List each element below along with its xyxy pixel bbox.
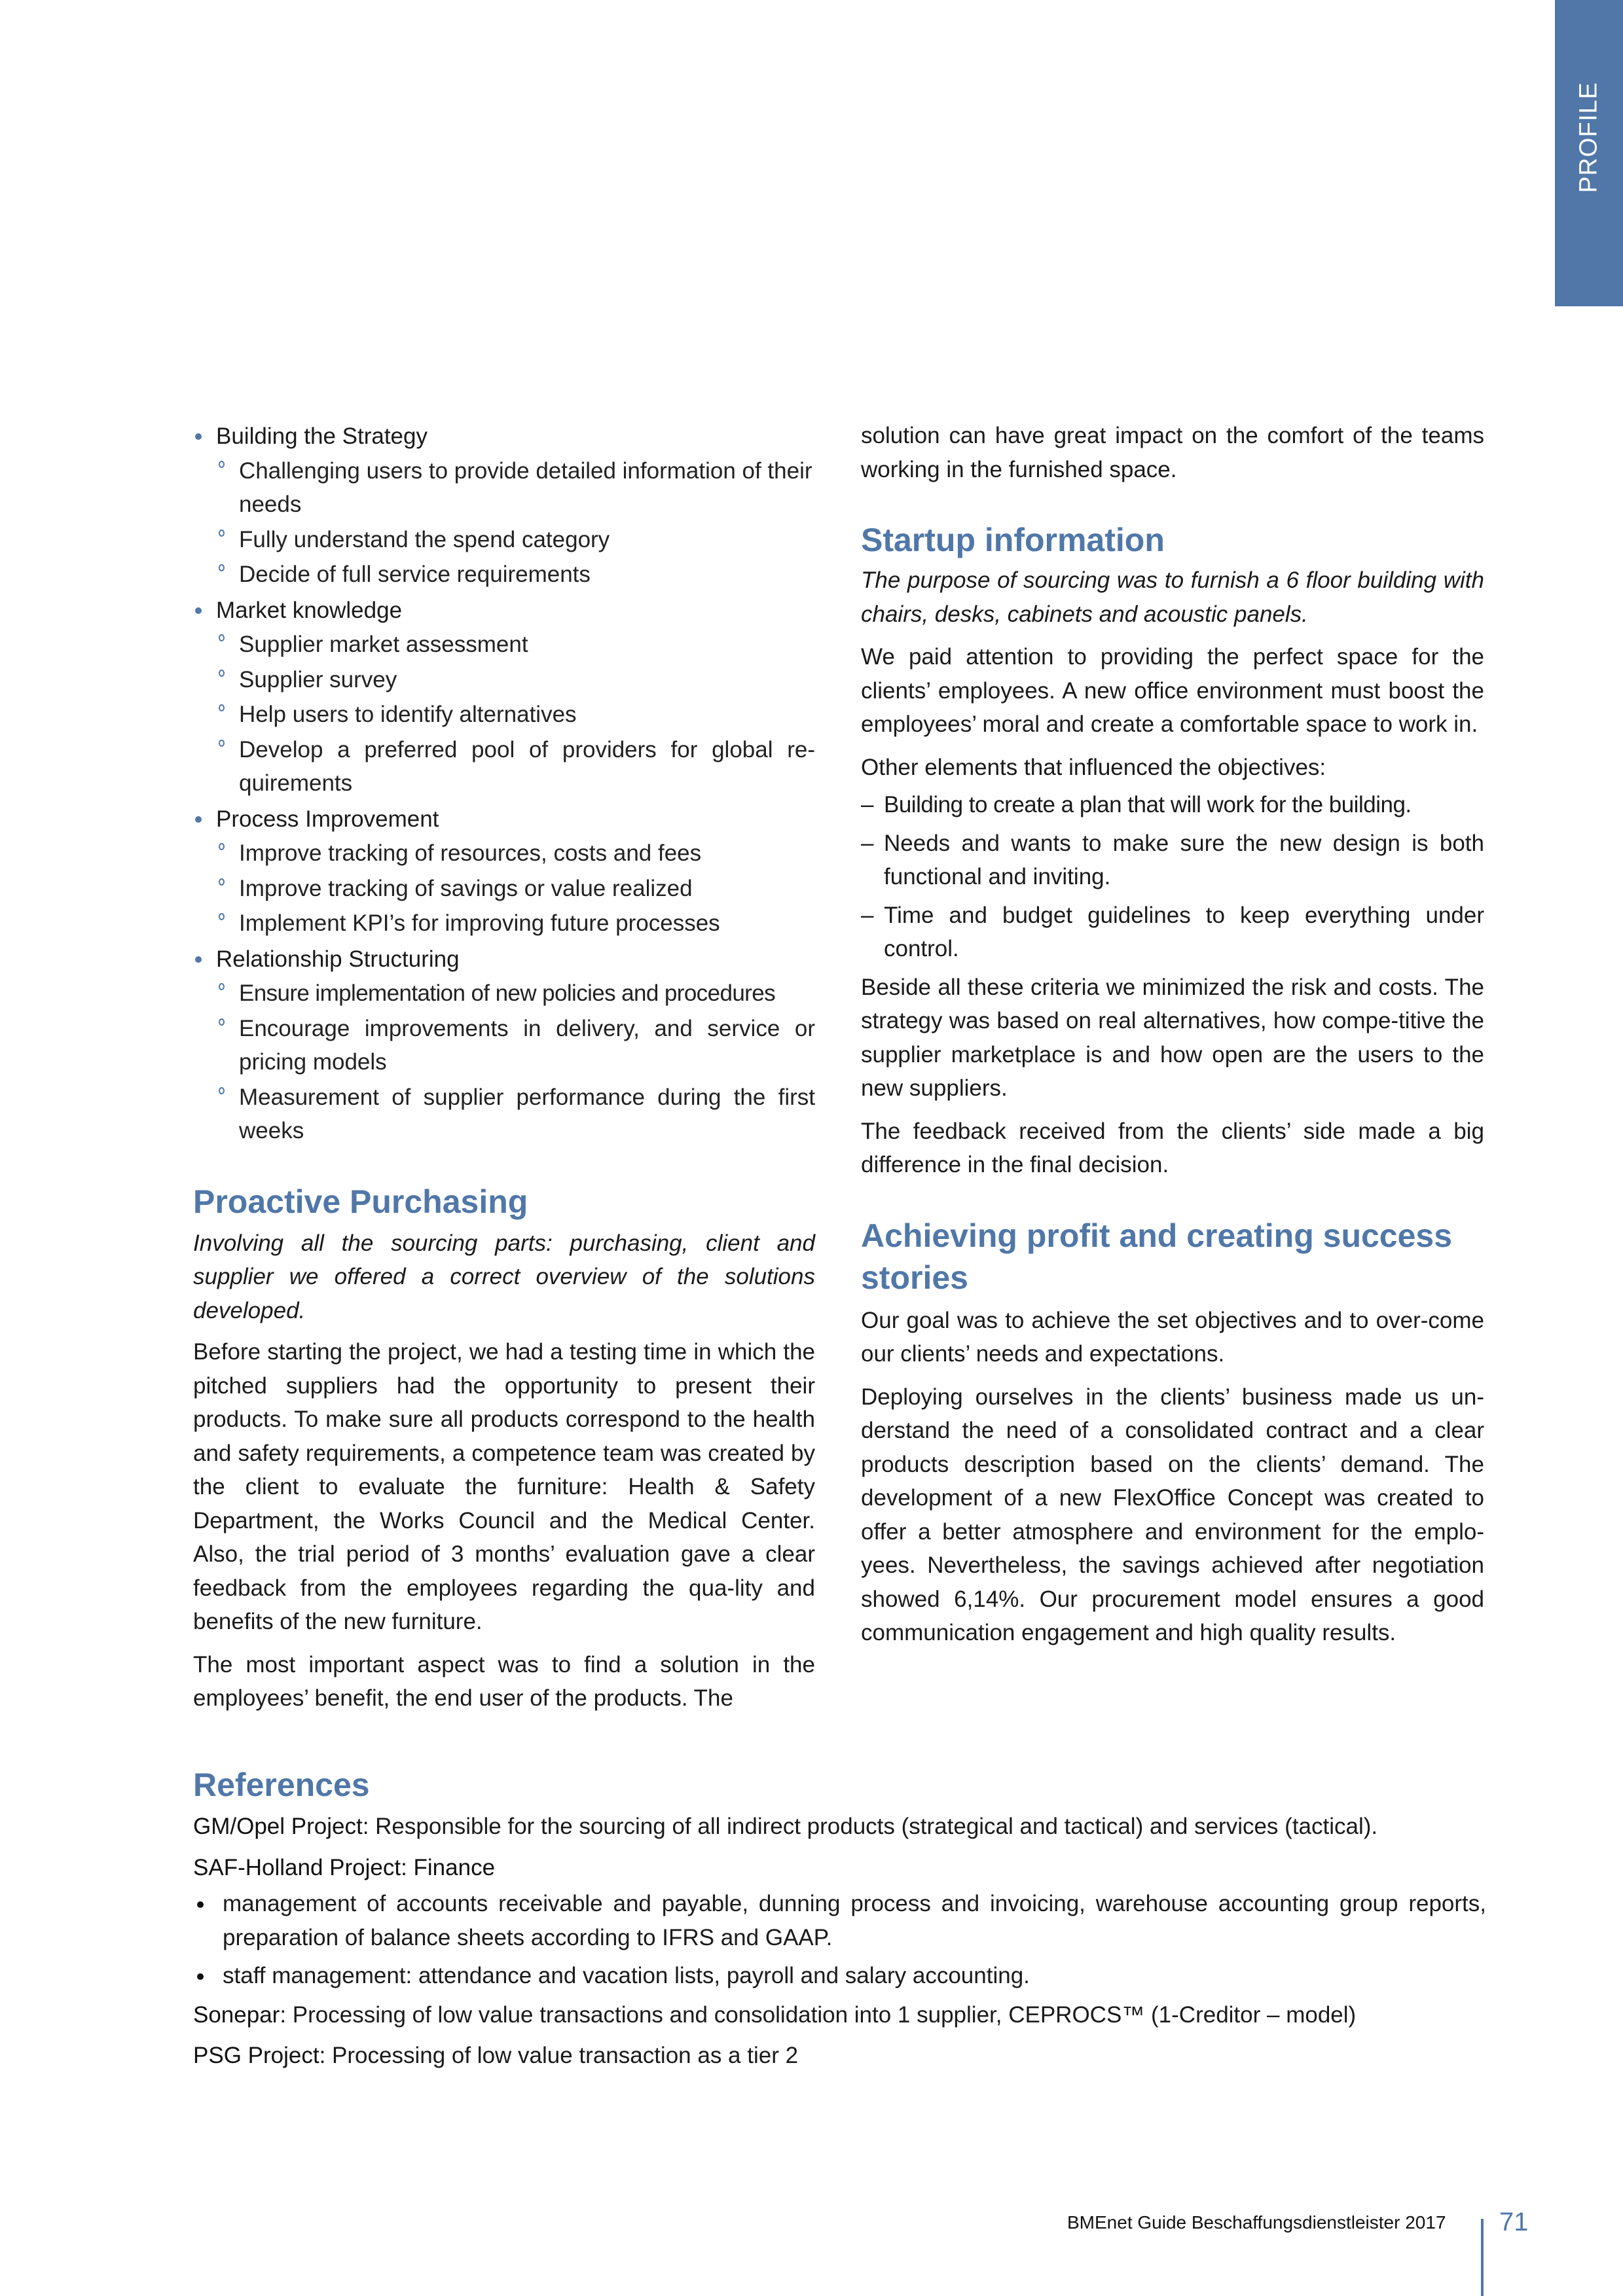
list-item: Improve tracking of resources, costs and fees — [216, 836, 815, 870]
right-column — [861, 419, 1484, 1650]
list-item: Challenging users to provide detailed information of their needs — [216, 454, 815, 522]
strategy-list — [193, 419, 815, 1148]
bullet-icon — [195, 433, 202, 440]
list-item: Fully understand the spend category — [216, 523, 815, 557]
list-item: – Building to create a plan that will work for the building. — [861, 788, 1484, 822]
dash-icon: – — [861, 902, 874, 928]
list-item: Improve tracking of savings or value realized — [216, 872, 815, 906]
circle-bullet-icon — [219, 878, 225, 886]
list-item: Measurement of supplier performance during the first weeks — [216, 1081, 815, 1148]
reference-text: Processing of low value transactions and consolidation into 1 supplier, CEPROCS™ (1-Creditor – model) — [286, 2001, 1357, 2028]
list-item: management of accounts receivable and payable, dunning process and invoicing, warehouse accounting group reports, preparation of balance sheets according to IFRS and GAAP. — [193, 1887, 1486, 1954]
continuation-paragraph: solution can have great impact on the comfort of the teams working in the furnished space. — [861, 423, 1484, 482]
section-heading-achieving-profit: Achieving profit and creating success stories — [861, 1217, 1453, 1296]
reference-lead: SAF-Holland Project: Finance — [193, 1854, 496, 1880]
bullet-icon — [197, 1901, 204, 1908]
list-item: Supplier survey — [216, 663, 815, 697]
section-tab-profile — [1555, 0, 1623, 306]
bullet-icon — [195, 816, 202, 823]
strategy-group — [193, 593, 815, 800]
list-item: Decide of full service requirements — [216, 558, 815, 592]
references-section — [193, 1764, 1486, 2080]
startup-paragraph: Beside all these criteria we minimized the risk and costs. The strategy was based on real alternatives, how compe-titive the supplier marketplace is and how open are the users to the new suppliers. — [861, 974, 1484, 1101]
reference-psg — [193, 2039, 1486, 2073]
startup-paragraph: We paid attention to providing the perfect space for the clients’ employees. A new office environment must boost the employees’ moral and create a comfortable space to work in. — [861, 644, 1484, 737]
proactive-paragraph: The most important aspect was to find a solution in the employees’ benefit, the end user of the products. The — [193, 1651, 815, 1711]
achieving-paragraph: Deploying ourselves in the clients’ business made us un-derstand the need of a consolidated contract and a clear products description based on the clients’ demand. The development of a new FlexOffice Concept was created to offer a better atmosphere and environment for the emplo-yees. Nevertheless, the savings achieved after negotiation showed 6,14%. Our procurement model ensures a good communication engagement and high quality results. — [861, 1384, 1484, 1645]
circle-bullet-icon — [219, 529, 225, 537]
achieving-paragraph: Our goal was to achieve the set objectives and to over-come our clients’ needs and expectations. — [861, 1307, 1484, 1367]
list-item: Develop a preferred pool of providers for global re-quirements — [216, 733, 815, 800]
reference-saf-holland — [193, 1851, 1486, 1885]
list-item: Implement KPI’s for improving future processes — [216, 906, 815, 941]
strategy-group-label: Process Improvement — [216, 806, 439, 832]
strategy-group — [193, 942, 815, 1148]
bullet-icon — [197, 1973, 204, 1980]
proactive-intro: Involving all the sourcing parts: purchasing, client and supplier we offered a correct overview of the solutions developed. — [193, 1230, 815, 1323]
circle-bullet-icon — [219, 461, 225, 468]
circle-bullet-icon — [219, 843, 225, 850]
circle-bullet-icon — [219, 634, 225, 641]
strategy-group-label: Building the Strategy — [216, 423, 428, 449]
section-tab-label: PROFILE — [1575, 82, 1603, 193]
dash-icon: – — [861, 792, 874, 817]
saf-holland-list — [193, 1887, 1486, 1993]
objectives-list — [861, 788, 1484, 966]
list-item: – Needs and wants to make sure the new design is both functional and inviting. — [861, 827, 1484, 894]
reference-text: Processing of low value transaction as a tier 2 — [325, 2043, 799, 2068]
section-heading-references: References — [193, 1767, 370, 1803]
section-heading-proactive-purchasing: Proactive Purchasing — [193, 1183, 528, 1220]
bullet-icon — [195, 607, 202, 614]
reference-text: Responsible for the sourcing of all indirect products (strategical and tactical) and services (tactical). — [369, 1814, 1378, 1839]
circle-bullet-icon — [219, 1087, 225, 1094]
proactive-paragraph: Before starting the project, we had a testing time in which the pitched suppliers had the opportunity to present their products. To make sure all products correspond to the health and safety requirements, a competence team was created by the client to evaluate the furniture: Health & Safety Department, the Works Council and the Medical Center. Also, the trial period of 3 months’ evaluation gave a clear feedback from the employees regarding the qua-lity and benefits of the new furniture. — [193, 1339, 815, 1634]
circle-bullet-icon — [219, 564, 225, 571]
list-item: – Time and budget guidelines to keep everything under control. — [861, 899, 1484, 966]
dash-icon: – — [861, 830, 874, 856]
left-column — [193, 419, 815, 1715]
list-item: Ensure implementation of new policies and procedures — [216, 977, 815, 1011]
reference-lead: PSG Project: — [193, 2043, 326, 2068]
strategy-group — [193, 419, 815, 592]
objectives-intro: Other elements that influenced the objectives: — [861, 754, 1326, 780]
circle-bullet-icon — [219, 670, 225, 677]
startup-paragraph: The feedback received from the clients’ side made a big difference in the final decision. — [861, 1118, 1484, 1177]
reference-sonepar — [193, 1998, 1486, 2032]
circle-bullet-icon — [219, 913, 225, 920]
bullet-icon — [195, 956, 202, 963]
reference-gm-opel — [193, 1810, 1486, 1844]
startup-intro: The purpose of sourcing was to furnish a 6 floor building with chairs, desks, cabinets and acoustic panels. — [861, 567, 1484, 627]
footer-publication-title: BMEnet Guide Beschaffungsdienstleister 2017 — [1067, 2212, 1446, 2233]
list-item: staff management: attendance and vacation lists, payroll and salary accounting. — [193, 1959, 1486, 1993]
section-heading-startup-information: Startup information — [861, 522, 1165, 558]
list-item: Encourage improvements in delivery, and service or pricing models — [216, 1012, 815, 1079]
page-number: 71 — [1499, 2208, 1529, 2236]
circle-bullet-icon — [219, 704, 225, 711]
strategy-group-label: Relationship Structuring — [216, 946, 460, 972]
list-item: Help users to identify alternatives — [216, 698, 815, 732]
circle-bullet-icon — [219, 983, 225, 990]
strategy-group-label: Market knowledge — [216, 597, 403, 623]
circle-bullet-icon — [219, 1018, 225, 1026]
circle-bullet-icon — [219, 740, 225, 747]
reference-lead: GM/Opel Project: — [193, 1814, 369, 1839]
footer-divider — [1481, 2219, 1484, 2296]
reference-lead: Sonepar: — [193, 2001, 287, 2028]
strategy-group — [193, 802, 815, 941]
list-item: Supplier market assessment — [216, 628, 815, 662]
